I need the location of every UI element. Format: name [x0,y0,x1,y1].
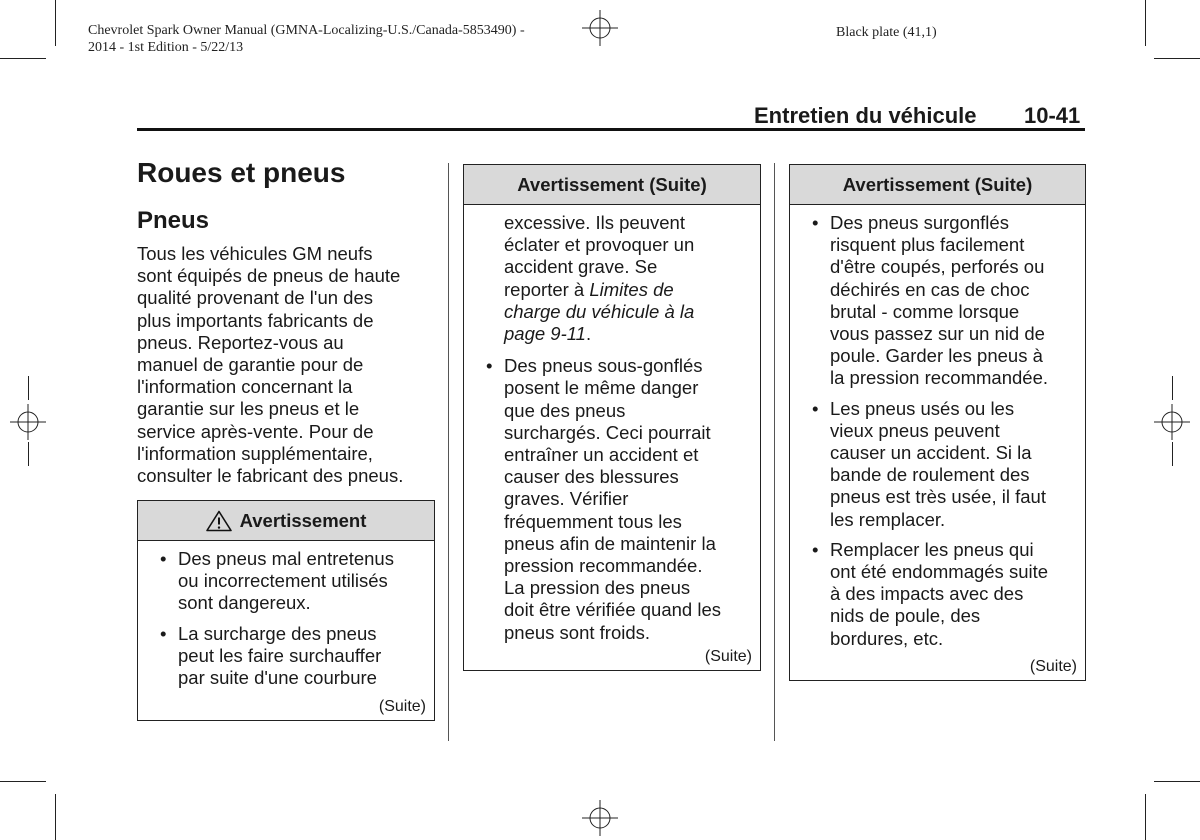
paragraph-line: qualité provenant de l'un des [137,287,373,309]
crop-mark [1145,794,1146,840]
warning-line: ont été endommagés suite [830,561,1049,583]
paragraph-line: Tous les véhicules GM neufs [137,243,373,264]
warning-line: entraîner un accident et [504,444,699,466]
page-reference: page 9-11 [504,323,586,345]
page-reference: charge du véhicule à la [504,300,695,322]
warning-line: surchargés. Ceci pourrait [504,421,711,443]
paragraph-line: service après-vente. Pour de [137,420,374,442]
bullet-icon: • [812,397,819,419]
reference-intro: reporter à [504,278,590,300]
warning-list [138,548,434,689]
page-number: 10-41 [1024,103,1081,128]
warning-line: Des pneus sous-gonflés [504,355,703,377]
paragraph-line: plus importants fabricants de [137,309,374,331]
crop-mark [1145,0,1146,46]
paragraph-line: pneus. Reportez-vous au [137,331,344,353]
warning-line: pneus est très usée, il faut [830,486,1046,508]
warning-line: à des impacts avec des [830,583,1024,605]
continued-label: (Suite) [704,648,752,665]
warning-line: pneus sont froids. [504,621,651,643]
warning-line: accident grave. Se [504,256,658,278]
paragraph-line: garantie sur les pneus et le [137,398,360,420]
registration-mark-icon [582,800,618,836]
warning-box [137,500,435,721]
warning-item [790,398,1085,531]
paragraph-line: manuel de garantie pour de [137,354,364,376]
paragraph-line: sont équipés de pneus de haute [137,265,401,287]
crop-mark [28,442,29,466]
registration-mark-icon [582,10,618,46]
header-rule [137,128,1085,131]
warning-box [463,164,761,671]
crop-mark [1172,442,1173,466]
column-divider [774,163,775,741]
warning-line: sont dangereux. [178,592,311,614]
warning-line [504,279,750,301]
plate-label: Black plate (41,1) [836,25,937,40]
warning-line: bande de roulement des [830,464,1030,486]
registration-mark-icon [1154,404,1190,440]
warning-line: bordures, etc. [830,627,944,649]
warning-line: vieux pneus peuvent [830,419,1000,441]
warning-line: ou incorrectement utilisés [178,570,388,592]
warning-line: posent le même danger [504,377,699,399]
warning-triangle-icon [206,510,232,532]
warning-title: Avertissement [239,509,367,531]
bullet-icon: • [160,622,167,644]
warning-line: fréquemment tous les [504,510,682,532]
warning-title: Avertissement (Suite) [517,173,707,195]
warning-line: La pression des pneus [504,577,691,599]
bullet-icon: • [812,538,819,560]
warning-line: éclater et provoquer un [504,234,695,256]
warning-line: d'être coupés, perforés ou [830,256,1045,278]
warning-line: poule. Garder les pneus à [830,345,1043,367]
paragraph-line: l'information concernant la [137,376,353,398]
crop-mark [28,376,29,400]
warning-item [790,212,1085,390]
paragraph-line: consulter le fabricant des pneus. [137,465,404,487]
print-header-info [88,22,525,56]
running-header-title: Entretien du véhicule [754,103,977,128]
warning-line: nids de poule, des [830,605,981,627]
warning-item [138,623,434,690]
intro-paragraph [137,243,403,487]
crop-mark [1154,781,1200,782]
warning-line: graves. Vérifier [504,488,629,510]
crop-mark [55,794,56,840]
warning-title: Avertissement (Suite) [842,173,1033,195]
crop-mark [1172,376,1173,400]
column-divider [448,163,449,741]
crop-mark [0,58,46,59]
warning-line: vous passez sur un nid de [830,323,1045,345]
warning-line: Les pneus usés ou les [830,397,1015,419]
warning-header [464,165,760,205]
registration-mark-icon [10,404,46,440]
warning-line: les remplacer. [830,508,946,530]
warning-line: peut les faire surchauffer [178,644,382,666]
warning-line: la pression recommandée. [830,367,1048,389]
warning-box [789,164,1086,681]
warning-list [464,355,760,644]
warning-item [790,539,1085,650]
warning-line: doit être vérifiée quand les [504,599,721,621]
warning-line: Des pneus mal entretenus [178,548,394,569]
warning-line: par suite d'une courbure [178,667,377,689]
bullet-icon: • [160,548,167,569]
warning-line: causer des blessures [504,466,679,488]
crop-mark [0,781,46,782]
warning-line: La surcharge des pneus [178,622,377,644]
crop-mark [55,0,56,46]
warning-item [138,548,434,615]
section-title: Pneus [137,207,210,234]
warning-line [504,323,750,345]
print-header-line2: 2014 - 1st Edition - 5/22/13 [88,40,244,55]
warning-list [790,212,1085,650]
warning-line: Des pneus surgonflés [830,212,1009,233]
warning-line: brutal - comme lorsque [830,300,1020,322]
warning-continuation [464,212,760,345]
crop-mark [1154,58,1200,59]
warning-line: pneus afin de maintenir la [504,532,716,554]
continued-label: (Suite) [1029,658,1077,675]
print-header-line1: Chevrolet Spark Owner Manual (GMNA-Localizing-U.S./Canada-5853490) - [88,23,525,38]
warning-line: que des pneus [504,399,626,421]
warning-line: pression recommandée. [504,555,703,577]
warning-line: risquent plus facilement [830,234,1025,256]
warning-line: causer un accident. Si la [830,442,1032,464]
warning-line: Remplacer les pneus qui [830,538,1034,560]
continued-label: (Suite) [378,698,426,715]
warning-header [138,501,434,541]
warning-line: déchirés en cas de choc [830,278,1030,300]
page-reference: Limites de [589,278,674,300]
warning-line: excessive. Ils peuvent [504,212,685,233]
warning-line [504,301,750,323]
warning-item [464,355,760,644]
paragraph-line: l'information supplémentaire, [137,442,373,464]
warning-header [790,165,1085,205]
bullet-icon: • [812,212,819,233]
reference-end: . [585,323,592,345]
chapter-title: Roues et pneus [137,157,346,188]
bullet-icon: • [486,355,493,377]
